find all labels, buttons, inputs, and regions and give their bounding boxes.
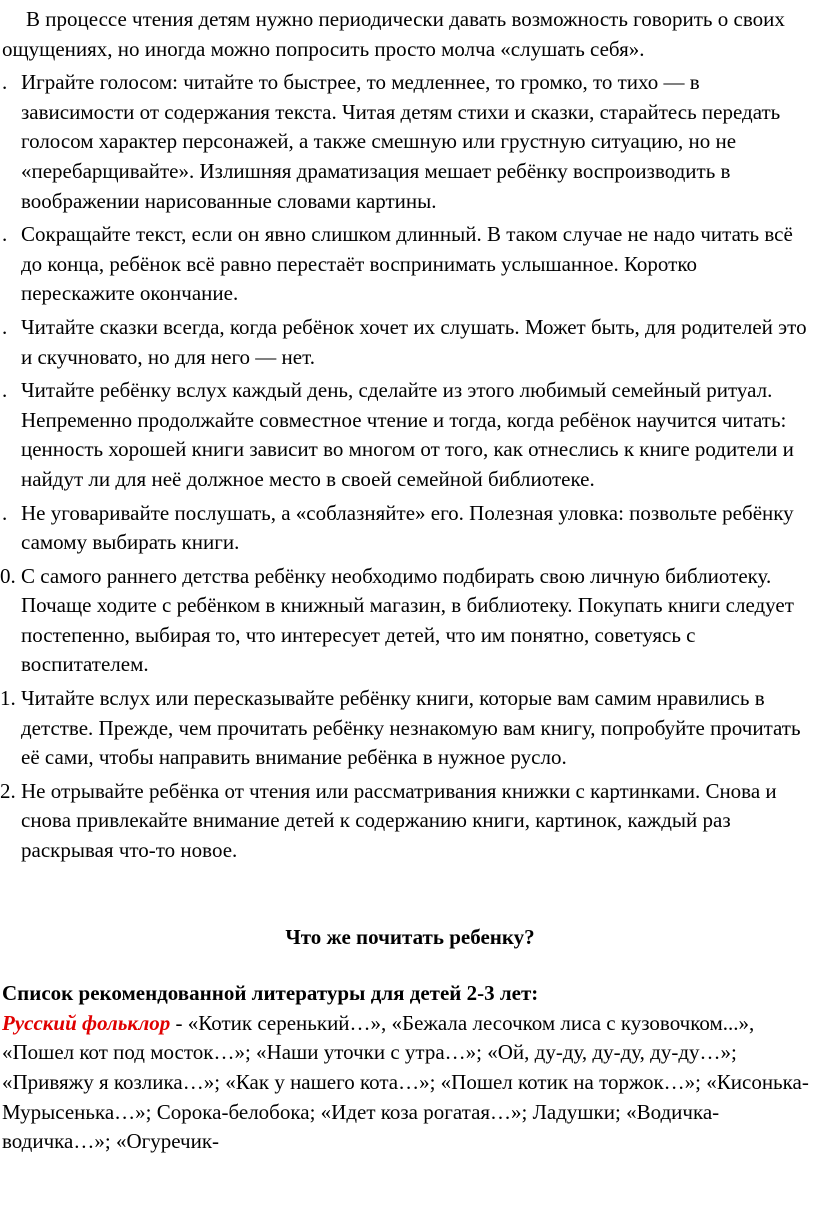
list-item-text: Читайте вслух или пересказывайте ребёнку книги, которые вам самим нравились в детстве. Прежде, чем прочитать ребёнку незнакомую вам книгу, попробуйте прочитать её сами, чтобы направить внимание ребёнка в нужное русло.: [21, 686, 801, 770]
list-item: [0, 499, 816, 558]
list-item-number: .: [2, 378, 8, 403]
list-item: [0, 684, 816, 773]
folklore-paragraph: [0, 1009, 816, 1157]
section-heading: Что же почитать ребенку?: [285, 924, 535, 949]
list-item-number: .: [2, 500, 8, 525]
list-item-text: С самого раннего детства ребёнку необходимо подбирать свою личную библиотеку. Почаще ходите с ребёнком в книжный магазин, в библиотеку. Покупать книги следует постепенно, выбирая то, что интересует детей, что им понятно, советуясь с воспитателем.: [21, 563, 794, 677]
list-item-number: 0.: [0, 563, 16, 588]
tips-list: [0, 68, 816, 865]
document-page: [0, 5, 816, 1157]
list-item-text: Сокращайте текст, если он явно слишком длинный. В таком случае не надо читать всё до конца, ребёнок всё равно перестаёт воспринимать услышанное. Коротко перескажите окончание.: [21, 222, 793, 306]
list-item-number: 2.: [0, 778, 16, 803]
list-item-number: 1.: [0, 686, 16, 711]
list-item-text: Не уговаривайте послушать, а «соблазняйте» его. Полезная уловка: позвольте ребёнку самому выбирать книги.: [21, 500, 794, 555]
list-item: [0, 376, 816, 494]
list-title: Список рекомендованной литературы для детей 2-3 лет:: [2, 981, 539, 1006]
list-item: [0, 313, 816, 372]
list-item: [0, 68, 816, 216]
list-item: [0, 220, 816, 309]
list-item: [0, 777, 816, 866]
list-item-text: Читайте ребёнку вслух каждый день, сделайте из этого любимый семейный ритуал. Непременно продолжайте совместное чтение и тогда, когда ребёнок научится читать: ценность хорошей книги зависит во многом от того, как отнеслись к книге родители и найдут ли для неё должное место в своей семейной библиотеке.: [21, 378, 794, 491]
list-item-number: .: [2, 314, 8, 339]
list-item-number: .: [2, 222, 8, 247]
list-item: [0, 562, 816, 680]
list-item-text: Читайте сказки всегда, когда ребёнок хочет их слушать. Может быть, для родителей это и скучновато, но для него — нет.: [21, 314, 807, 369]
list-item-number: .: [2, 70, 8, 95]
folklore-text: - «Котик серенький…», «Бежала лесочком лиса с кузовочком...», «Пошел кот под мосток…»; «Наши уточки с утра…»; «Ой, ду-ду, ду-ду, ду-ду…»; «Привяжу я козлика…»; «Как у нашего кота…»; «Пошел котик на торжок…»; «Кисонька-Мурысенька…»; Сорока-белобока; «Идет коза рогатая…»; Ладушки; «Водичка-водичка…»; «Огуречик-: [2, 1010, 809, 1154]
list-item-text: Играйте голосом: читайте то быстрее, то медленнее, то громко, то тихо — в зависимости от содержания текста. Читая детям стихи и сказки, старайтесь передать голосом характер персонажей, а также смешную или грустную ситуацию, но не «перебарщивайте». Излишняя драматизация мешает ребёнку воспроизводить в воображении нарисованные словами картины.: [21, 70, 781, 213]
list-item-text: Не отрывайте ребёнка от чтения или рассматривания книжки с картинками. Снова и снова привлекайте внимание детей к содержанию книги, картинок, каждый раз раскрывая что-то новое.: [21, 778, 777, 863]
intro-paragraph: В процессе чтения детям нужно периодически давать возможность говорить о своих ощущениях, но иногда можно попросить просто молча «слушать себя».: [2, 7, 785, 61]
folklore-label: Русский фольклор: [2, 1010, 171, 1035]
